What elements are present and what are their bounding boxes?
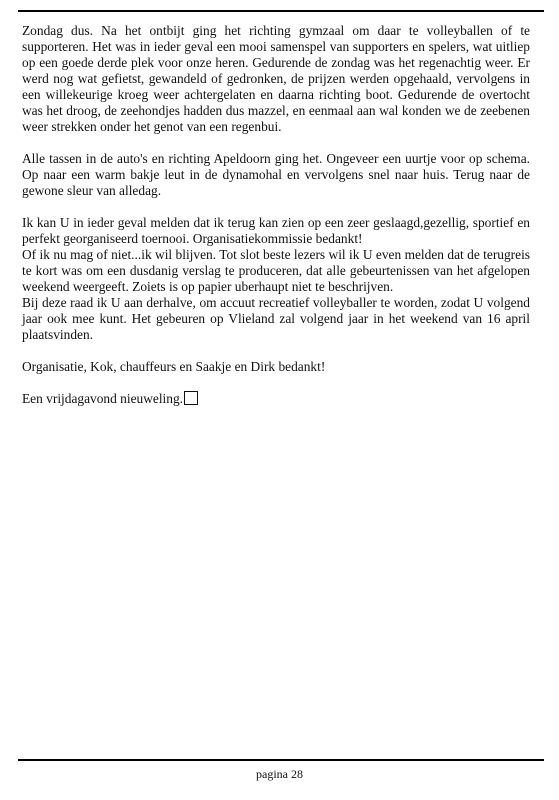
paragraph-advice: Bij deze raad ik U aan derhalve, om accuut recreatief volleyballer te worden, zodat U volgend jaar ook mee kunt. Het gebeuren op Vlieland zal volgend jaar in het weekend van 16 april plaatsvinden.	[22, 295, 530, 342]
article-body	[22, 23, 530, 423]
page-number: pagina 28	[256, 767, 303, 781]
signoff-line	[22, 391, 530, 407]
end-mark-box-icon	[184, 391, 198, 405]
paragraph-want-to-stay: Of ik nu mag of niet...ik wil blijven. Tot slot beste lezers wil ik U even melden dat de terugreis te kort was om een dusdanig verslag te produceren, dat alle gebeurtenissen van het afgelopen weekend weergeeft. Zoiets is op papier uberhaupt niet te beschrijven.	[22, 247, 530, 294]
bottom-rule	[18, 759, 544, 761]
top-rule	[18, 10, 544, 12]
paragraph-thanks: Organisatie, Kok, chauffeurs en Saakje en Dirk bedankt!	[22, 359, 326, 374]
paragraph-tournament-review: Ik kan U in ieder geval melden dat ik terug kan zien op een zeer geslaagd,gezellig, sportief en perfekt georganiseerd toernooi. Organisatiekommissie bedankt!	[22, 215, 530, 246]
paragraph-sunday: Zondag dus. Na het ontbijt ging het richting gymzaal om daar te volleyballen of te supporteren. Het was in ieder geval een mooi samenspel van supporters en spelers, wat uitliep op een goede derde plek voor onze heren. Gedurende de zondag was het regenachtig weer. Er werd nog wat gefietst, gewandeld of gedronken, de prijzen werden opgehaald, vervolgens in een willekeurige kroeg weer achtergelaten en daarna richting boot. Gedurende de overtocht was het droog, de zeehondjes hadden dus mazzel, en eenmaal aan wal konden we de zeebenen weer strekken onder het genot van een regenbui.	[22, 23, 530, 134]
signoff-text: Een vrijdagavond nieuweling.	[22, 391, 184, 406]
paragraph-return-trip: Alle tassen in de auto's en richting Apeldoorn ging het. Ongeveer een uurtje voor op schema. Op naar een warm bakje leut in de dynamohal en vervolgens snel naar huis. Terug naar de gewone sleur van alledag.	[22, 151, 530, 198]
